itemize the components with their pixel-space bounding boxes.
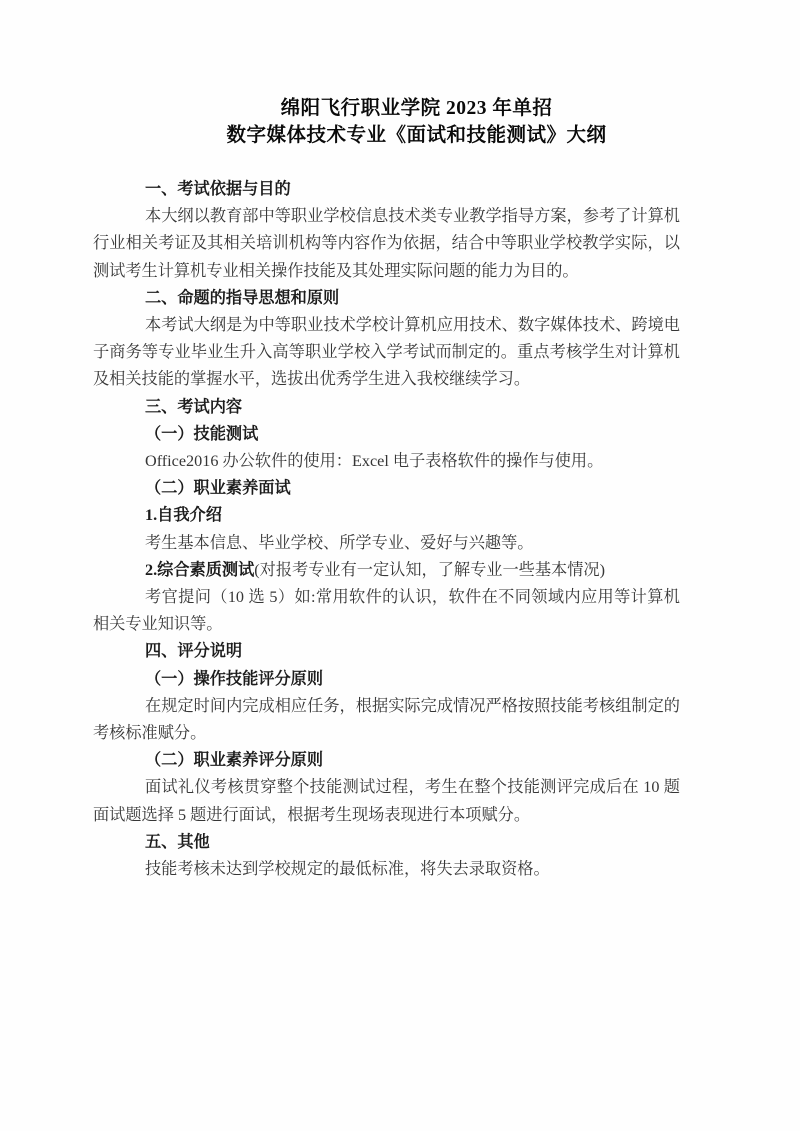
document-content (93, 95, 680, 883)
paragraph-examiner-questions: 考官提问（10 选 5）如:常用软件的认识，软件在不同领域内应用等计算机相关专业知识等。 (93, 588, 680, 634)
paragraph-guiding-principles: 本考试大纲是为中等职业技术学校计算机应用技术、数字媒体技术、跨境电子商务等专业毕业生升入高等职业学校入学考试而制定的。重点考核学生对计算机及相关技能的掌握水平，选拔出优秀学生进入我校继续学习。 (93, 316, 680, 389)
document-title-line2: 数字媒体技术专业《面试和技能测试》大纲 (226, 125, 607, 146)
paragraph-self-intro: 考生基本信息、毕业学校、所学专业、爱好与兴趣等。 (145, 533, 534, 552)
document-title (123, 95, 710, 149)
paragraph-quality-test (93, 557, 680, 584)
paragraph-basis-purpose: 本大纲以教育部中等职业学校信息技术类专业教学指导方案，参考了计算机行业相关考证及其相关培训机构等内容作为依据，结合中等职业学校教学实际，以测试考生计算机专业相关操作技能及其处理实际问题的能力为目的。 (93, 207, 680, 280)
subheading-skill-scoring: （一）操作技能评分原则 (145, 669, 324, 688)
section-heading-4: 四、评分说明 (145, 642, 243, 661)
section-heading-3: 三、考试内容 (145, 397, 243, 416)
section-heading-5: 五、其他 (145, 832, 210, 851)
subheading-quality-scoring: （二）职业素养评分原则 (145, 751, 324, 770)
paragraph-office-skill: Office2016 办公软件的使用：Excel 电子表格软件的操作与使用。 (145, 452, 604, 471)
subheading-skill-test: （一）技能测试 (145, 424, 259, 443)
section-heading-1: 一、考试依据与目的 (145, 180, 291, 198)
document-title-line1: 绵阳飞行职业学院 2023 年单招 (280, 98, 553, 119)
paragraph-other: 技能考核未达到学校规定的最低标准，将失去录取资格。 (145, 860, 550, 879)
subheading-interview: （二）职业素养面试 (145, 479, 291, 498)
paragraph-skill-scoring: 在规定时间内完成相应任务，根据实际完成情况严格按照技能考核组制定的考核标准赋分。 (93, 696, 680, 743)
quality-test-label: 2.综合素质测试 (145, 560, 255, 579)
section-heading-2: 二、命题的指导思想和原则 (145, 288, 340, 307)
subheading-self-intro: 1.自我介绍 (145, 506, 222, 525)
quality-test-note: (对报考专业有一定认知，了解专业一些基本情况) (254, 560, 605, 579)
paragraph-quality-scoring: 面试礼仪考核贯穿整个技能测试过程，考生在整个技能测评完成后在 10 题面试题选择 5 题进行面试，根据考生现场表现进行本项赋分。 (93, 778, 680, 824)
